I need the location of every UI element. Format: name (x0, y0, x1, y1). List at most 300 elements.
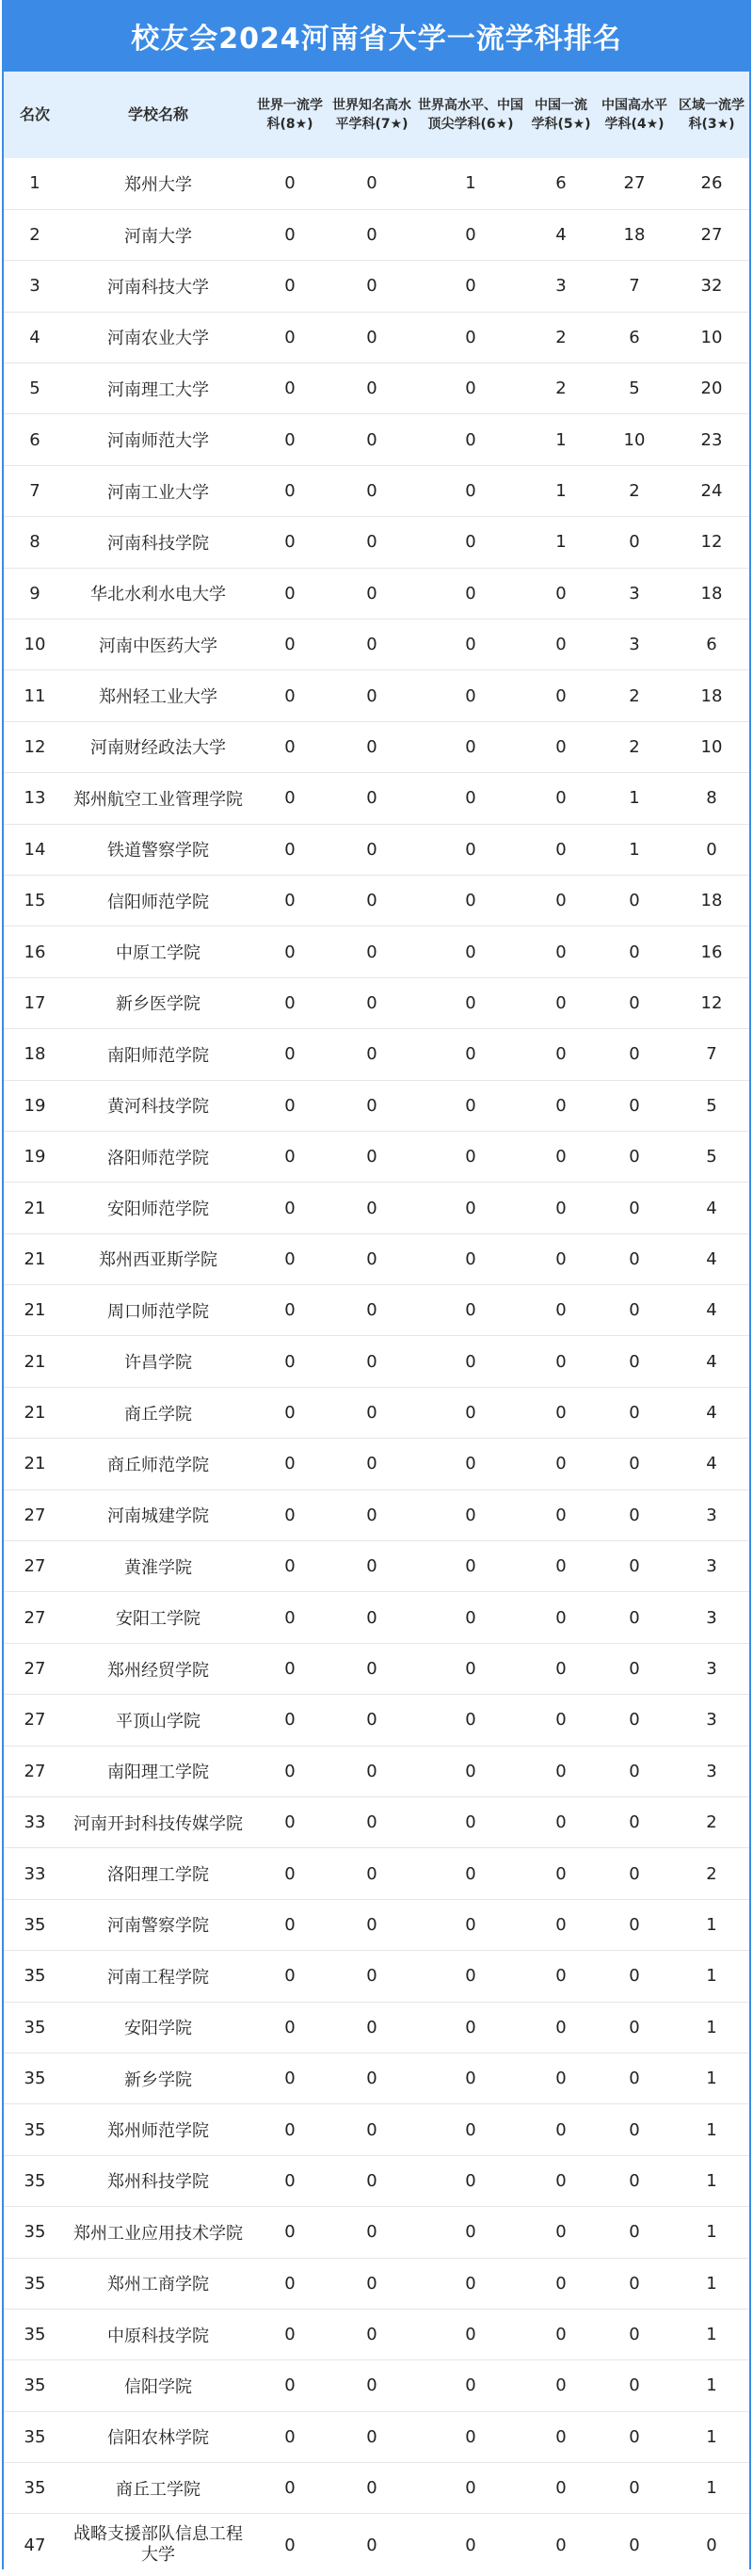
regional-cell: 1 (674, 2463, 749, 2514)
world-known-cell: 0 (329, 1336, 414, 1387)
regional-cell: 4 (674, 1233, 749, 1284)
china-top-cell: 0 (527, 1541, 595, 1592)
rank-cell: 35 (4, 2207, 66, 2258)
china-high-cell: 2 (595, 721, 674, 772)
regional-cell: 4 (674, 1336, 749, 1387)
china-top-cell: 0 (527, 1183, 595, 1233)
world-top-cell: 0 (250, 312, 329, 362)
world-top-cell: 0 (250, 1029, 329, 1080)
china-top-cell: 4 (527, 209, 595, 260)
world-known-cell: 0 (329, 2309, 414, 2359)
world-known-cell: 0 (329, 1233, 414, 1284)
world-known-cell: 0 (329, 875, 414, 926)
rank-cell: 35 (4, 1951, 66, 2002)
world-high-cell: 0 (414, 620, 527, 670)
table-row (4, 2360, 749, 2411)
school-name-cell: 南阳理工学院 (66, 1746, 250, 1796)
ranking-table (4, 72, 749, 2576)
world-top-cell: 0 (250, 158, 329, 209)
world-high-cell: 0 (414, 1951, 527, 2002)
header-row (4, 72, 749, 158)
world-high-cell: 0 (414, 2104, 527, 2155)
regional-cell: 4 (674, 1183, 749, 1233)
regional-cell: 5 (674, 1080, 749, 1131)
rank-cell: 35 (4, 2360, 66, 2411)
rank-cell: 21 (4, 1336, 66, 1387)
world-high-cell: 0 (414, 363, 527, 414)
school-name-cell: 洛阳理工学院 (66, 1848, 250, 1899)
school-name-cell: 黄河科技学院 (66, 1080, 250, 1131)
table-row (4, 1797, 749, 1848)
regional-cell: 6 (674, 620, 749, 670)
china-top-cell: 0 (527, 926, 595, 977)
table-row (4, 926, 749, 977)
school-name-cell: 河南农业大学 (66, 312, 250, 362)
rank-cell: 35 (4, 2053, 66, 2103)
world-known-cell: 0 (329, 1183, 414, 1233)
school-name-cell: 河南工程学院 (66, 1951, 250, 2002)
world-top-cell: 0 (250, 1951, 329, 2002)
world-known-cell: 0 (329, 1285, 414, 1336)
table-row (4, 1029, 749, 1080)
regional-cell: 3 (674, 1489, 749, 1540)
world-known-cell: 0 (329, 465, 414, 516)
school-name-cell: 信阳学院 (66, 2360, 250, 2411)
world-top-cell: 0 (250, 1746, 329, 1796)
rank-cell: 35 (4, 2104, 66, 2155)
china-high-cell: 0 (595, 926, 674, 977)
world-high-cell: 0 (414, 517, 527, 568)
rank-cell: 13 (4, 773, 66, 824)
regional-cell: 20 (674, 363, 749, 414)
china-high-cell: 0 (595, 977, 674, 1028)
school-name-cell: 华北水利水电大学 (66, 568, 250, 619)
china-top-cell: 0 (527, 824, 595, 875)
regional-cell: 1 (674, 2053, 749, 2103)
rank-cell: 18 (4, 1029, 66, 1080)
world-top-cell: 0 (250, 1592, 329, 1643)
world-known-cell: 0 (329, 1746, 414, 1796)
china-high-cell: 6 (595, 312, 674, 362)
rank-cell: 21 (4, 1439, 66, 1489)
rank-cell: 17 (4, 977, 66, 1028)
china-top-cell: 0 (527, 568, 595, 619)
world-high-cell: 0 (414, 2002, 527, 2053)
china-high-cell: 0 (595, 1746, 674, 1796)
china-top-cell: 0 (527, 1951, 595, 2002)
regional-cell: 12 (674, 517, 749, 568)
china-high-cell: 0 (595, 517, 674, 568)
world-known-cell: 0 (329, 2411, 414, 2462)
china-top-cell: 0 (527, 2207, 595, 2258)
regional-cell: 4 (674, 1285, 749, 1336)
table-body (4, 158, 749, 2576)
rank-cell: 3 (4, 261, 66, 312)
world-top-cell: 0 (250, 824, 329, 875)
rank-cell: 19 (4, 1080, 66, 1131)
school-name-cell: 商丘师范学院 (66, 1439, 250, 1489)
table-row (4, 2104, 749, 2155)
world-high-cell: 0 (414, 1233, 527, 1284)
world-high-cell: 0 (414, 2053, 527, 2103)
china-top-cell: 2 (527, 363, 595, 414)
school-name-cell: 安阳学院 (66, 2002, 250, 2053)
header-world-known: 世界知名高水平学科(7★) (332, 98, 411, 132)
table-row (4, 773, 749, 824)
world-top-cell: 0 (250, 1387, 329, 1438)
world-high-cell: 0 (414, 1029, 527, 1080)
china-high-cell: 2 (595, 670, 674, 721)
rank-cell: 19 (4, 1131, 66, 1182)
world-known-cell: 0 (329, 1489, 414, 1540)
regional-cell: 0 (674, 824, 749, 875)
china-high-cell: 0 (595, 2309, 674, 2359)
china-high-cell: 0 (595, 1848, 674, 1899)
page-title: 校友会2024河南省大学一流学科排名 (4, 0, 749, 72)
world-top-cell: 0 (250, 773, 329, 824)
world-high-cell: 0 (414, 2360, 527, 2411)
world-top-cell: 0 (250, 1131, 329, 1182)
rank-cell: 27 (4, 1489, 66, 1540)
world-high-cell: 0 (414, 1643, 527, 1694)
table-row (4, 670, 749, 721)
rank-cell: 27 (4, 1643, 66, 1694)
rank-cell: 5 (4, 363, 66, 414)
rank-cell: 33 (4, 1848, 66, 1899)
china-top-cell: 0 (527, 670, 595, 721)
table-row (4, 1489, 749, 1540)
world-high-cell: 0 (414, 1439, 527, 1489)
world-top-cell: 0 (250, 2258, 329, 2309)
rank-cell: 21 (4, 1233, 66, 1284)
world-top-cell: 0 (250, 1285, 329, 1336)
world-top-cell: 0 (250, 1797, 329, 1848)
world-top-cell: 0 (250, 261, 329, 312)
china-high-cell: 0 (595, 2258, 674, 2309)
china-high-cell: 1 (595, 773, 674, 824)
header-regional: 区域一流学科(3★) (679, 98, 745, 132)
china-top-cell: 0 (527, 1746, 595, 1796)
world-top-cell: 0 (250, 2207, 329, 2258)
rank-cell: 27 (4, 1695, 66, 1746)
world-high-cell: 0 (465, 2535, 476, 2555)
world-top-cell: 0 (250, 977, 329, 1028)
school-name-cell: 南阳师范学院 (66, 1029, 250, 1080)
rank-cell: 7 (4, 465, 66, 516)
school-name-cell: 战略支援部队信息工程大学 (73, 2524, 243, 2566)
world-top-cell: 0 (250, 2411, 329, 2462)
china-top-cell: 0 (527, 1029, 595, 1080)
china-top-cell: 0 (527, 2053, 595, 2103)
regional-cell: 1 (674, 2411, 749, 2462)
china-top-cell: 0 (527, 977, 595, 1028)
regional-cell: 3 (674, 1541, 749, 1592)
world-known-cell: 0 (329, 670, 414, 721)
china-top-cell: 0 (527, 875, 595, 926)
world-high-cell: 0 (414, 312, 527, 362)
school-name-cell: 安阳工学院 (66, 1592, 250, 1643)
world-top-cell: 0 (250, 2360, 329, 2411)
world-known-cell: 0 (329, 209, 414, 260)
rank-cell: 35 (4, 2411, 66, 2462)
rank-cell: 16 (4, 926, 66, 977)
table-row (4, 158, 749, 209)
world-high-cell: 0 (414, 1336, 527, 1387)
rank-cell: 1 (4, 158, 66, 209)
china-high-cell: 0 (595, 1951, 674, 2002)
regional-cell: 3 (674, 1592, 749, 1643)
rank-cell: 35 (4, 2002, 66, 2053)
world-high-cell: 0 (414, 670, 527, 721)
school-name-cell: 河南城建学院 (66, 1489, 250, 1540)
world-known-cell: 0 (329, 773, 414, 824)
world-top-cell: 0 (250, 1183, 329, 1233)
table-row (4, 1541, 749, 1592)
world-high-cell: 0 (414, 2309, 527, 2359)
table-row (4, 2258, 749, 2309)
world-known-cell: 0 (329, 2104, 414, 2155)
table-row (4, 517, 749, 568)
china-high-cell: 0 (595, 1695, 674, 1746)
rank-cell: 27 (4, 1592, 66, 1643)
world-known-cell: 0 (329, 2463, 414, 2514)
school-name-cell: 新乡医学院 (66, 977, 250, 1028)
world-high-cell: 0 (414, 1848, 527, 1899)
regional-cell: 1 (674, 2155, 749, 2206)
china-top-cell: 0 (527, 1848, 595, 1899)
regional-cell: 1 (674, 2104, 749, 2155)
school-name-cell: 河南警察学院 (66, 1899, 250, 1950)
china-high-cell: 0 (629, 2535, 640, 2555)
table-row (4, 2207, 749, 2258)
school-name-cell: 河南开封科技传媒学院 (66, 1797, 250, 1848)
table-row (4, 620, 749, 670)
world-high-cell: 0 (414, 261, 527, 312)
header-china-high: 中国高水平学科(4★) (601, 98, 667, 132)
school-name-cell: 郑州科技学院 (66, 2155, 250, 2206)
regional-cell: 0 (706, 2535, 717, 2555)
table-row (4, 2053, 749, 2103)
regional-cell: 1 (674, 2258, 749, 2309)
world-known-cell: 0 (329, 1131, 414, 1182)
header-rank: 名次 (19, 105, 50, 123)
world-high-cell: 0 (414, 1797, 527, 1848)
table-row (4, 2411, 749, 2462)
world-known-cell: 0 (329, 2258, 414, 2309)
world-top-cell: 0 (284, 2535, 296, 2555)
table-row (4, 568, 749, 619)
world-known-cell: 0 (329, 568, 414, 619)
school-name-cell: 郑州航空工业管理学院 (66, 773, 250, 824)
rank-cell: 2 (4, 209, 66, 260)
world-high-cell: 0 (414, 414, 527, 465)
china-top-cell: 0 (527, 1387, 595, 1438)
school-name-cell: 郑州工业应用技术学院 (66, 2207, 250, 2258)
world-high-cell: 0 (414, 824, 527, 875)
world-top-cell: 0 (250, 1439, 329, 1489)
china-top-cell: 1 (527, 465, 595, 516)
china-high-cell: 0 (595, 1285, 674, 1336)
china-top-cell: 0 (527, 1643, 595, 1694)
rank-cell: 9 (4, 568, 66, 619)
regional-cell: 3 (674, 1746, 749, 1796)
school-name-cell: 郑州师范学院 (66, 2104, 250, 2155)
rank-cell: 21 (4, 1387, 66, 1438)
rank-cell: 35 (4, 2309, 66, 2359)
world-known-cell: 0 (329, 1029, 414, 1080)
table-row (4, 2514, 749, 2576)
rank-cell: 12 (4, 721, 66, 772)
world-top-cell: 0 (250, 721, 329, 772)
regional-cell: 4 (674, 1387, 749, 1438)
china-high-cell: 0 (595, 1489, 674, 1540)
world-high-cell: 0 (414, 773, 527, 824)
china-top-cell: 0 (527, 2309, 595, 2359)
china-top-cell: 0 (527, 773, 595, 824)
table-row (4, 1387, 749, 1438)
china-top-cell: 0 (527, 1797, 595, 1848)
table-header (4, 72, 749, 158)
school-name-cell: 中原工学院 (66, 926, 250, 977)
rank-cell: 11 (4, 670, 66, 721)
regional-cell: 27 (674, 209, 749, 260)
china-high-cell: 0 (595, 1233, 674, 1284)
china-high-cell: 0 (595, 1131, 674, 1182)
table-row (4, 2155, 749, 2206)
world-top-cell: 0 (250, 209, 329, 260)
school-name-cell: 铁道警察学院 (66, 824, 250, 875)
china-top-cell: 0 (527, 2463, 595, 2514)
regional-cell: 18 (674, 568, 749, 619)
rank-cell: 35 (4, 1899, 66, 1950)
world-top-cell: 0 (250, 517, 329, 568)
world-high-cell: 0 (414, 1387, 527, 1438)
china-top-cell: 0 (527, 2411, 595, 2462)
world-top-cell: 0 (250, 1899, 329, 1950)
china-top-cell: 1 (527, 414, 595, 465)
china-top-cell: 0 (527, 2155, 595, 2206)
school-name-cell: 河南科技学院 (66, 517, 250, 568)
world-top-cell: 0 (250, 926, 329, 977)
china-high-cell: 3 (595, 568, 674, 619)
world-known-cell: 0 (329, 517, 414, 568)
regional-cell: 1 (674, 2309, 749, 2359)
china-top-cell: 0 (527, 1592, 595, 1643)
school-name-cell: 河南大学 (66, 209, 250, 260)
world-known-cell: 0 (329, 363, 414, 414)
world-known-cell: 0 (329, 414, 414, 465)
world-top-cell: 0 (250, 1489, 329, 1540)
world-top-cell: 0 (250, 465, 329, 516)
regional-cell: 18 (674, 875, 749, 926)
china-high-cell: 18 (595, 209, 674, 260)
world-top-cell: 0 (250, 2104, 329, 2155)
world-known-cell: 0 (329, 1899, 414, 1950)
table-row (4, 1951, 749, 2002)
china-high-cell: 0 (595, 2002, 674, 2053)
china-top-cell: 0 (527, 1439, 595, 1489)
china-top-cell: 1 (527, 517, 595, 568)
table-row (4, 1233, 749, 1284)
school-name-cell: 商丘工学院 (66, 2463, 250, 2514)
table-row (4, 1285, 749, 1336)
world-high-cell: 0 (414, 1695, 527, 1746)
regional-cell: 3 (674, 1695, 749, 1746)
rank-cell: 47 (24, 2535, 46, 2555)
regional-cell: 4 (674, 1439, 749, 1489)
world-high-cell: 0 (414, 568, 527, 619)
china-high-cell: 3 (595, 620, 674, 670)
table-row (4, 1899, 749, 1950)
table-row (4, 1592, 749, 1643)
world-top-cell: 0 (250, 568, 329, 619)
regional-cell: 7 (674, 1029, 749, 1080)
china-top-cell: 0 (527, 620, 595, 670)
regional-cell: 1 (674, 2002, 749, 2053)
world-high-cell: 0 (414, 1899, 527, 1950)
china-top-cell: 0 (527, 2104, 595, 2155)
china-high-cell: 0 (595, 875, 674, 926)
regional-cell: 10 (674, 312, 749, 362)
regional-cell: 2 (674, 1797, 749, 1848)
world-high-cell: 0 (414, 2463, 527, 2514)
world-known-cell: 0 (329, 1695, 414, 1746)
school-name-cell: 信阳农林学院 (66, 2411, 250, 2462)
china-high-cell: 1 (595, 824, 674, 875)
china-high-cell: 0 (595, 1899, 674, 1950)
rank-cell: 15 (4, 875, 66, 926)
world-top-cell: 0 (250, 2053, 329, 2103)
table-row (4, 1080, 749, 1131)
world-high-cell: 0 (414, 1183, 527, 1233)
rank-cell: 27 (4, 1541, 66, 1592)
china-top-cell: 0 (527, 1899, 595, 1950)
regional-cell: 1 (674, 2360, 749, 2411)
regional-cell: 5 (674, 1131, 749, 1182)
table-row (4, 363, 749, 414)
rank-cell: 27 (4, 1746, 66, 1796)
table-row (4, 2309, 749, 2359)
world-high-cell: 0 (414, 1541, 527, 1592)
world-high-cell: 0 (414, 209, 527, 260)
table-row (4, 977, 749, 1028)
china-top-cell: 0 (527, 1336, 595, 1387)
table-row (4, 261, 749, 312)
world-known-cell: 0 (329, 1797, 414, 1848)
world-top-cell: 0 (250, 414, 329, 465)
china-top-cell: 2 (527, 312, 595, 362)
rank-cell: 4 (4, 312, 66, 362)
table-row (4, 414, 749, 465)
table-row (4, 465, 749, 516)
header-china-top: 中国一流学科(5★) (531, 98, 591, 132)
school-name-cell: 洛阳师范学院 (66, 1131, 250, 1182)
world-top-cell: 0 (250, 1541, 329, 1592)
regional-cell: 1 (674, 1951, 749, 2002)
regional-cell: 26 (674, 158, 749, 209)
header-world-top: 世界一流学科(8★) (257, 98, 323, 132)
table-row (4, 1336, 749, 1387)
world-high-cell: 0 (414, 465, 527, 516)
table-row (4, 1183, 749, 1233)
regional-cell: 16 (674, 926, 749, 977)
world-known-cell: 0 (329, 1951, 414, 2002)
world-high-cell: 0 (414, 1080, 527, 1131)
school-name-cell: 郑州轻工业大学 (66, 670, 250, 721)
china-high-cell: 7 (595, 261, 674, 312)
world-high-cell: 0 (414, 1131, 527, 1182)
world-known-cell: 0 (329, 1387, 414, 1438)
